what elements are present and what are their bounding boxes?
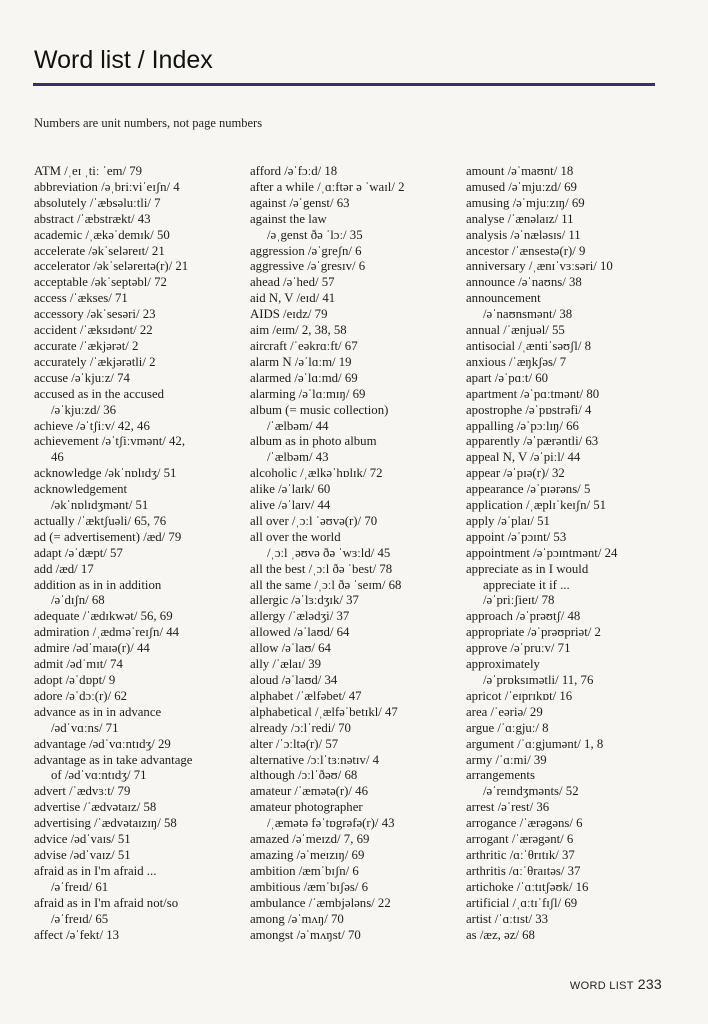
entry-line: argue /ˈɑːgjuː/ 8 [466, 720, 549, 735]
entry-line: although /ɔːlˈðəʊ/ 68 [250, 768, 358, 783]
entry-line: aggressive /əˈgresɪv/ 6 [250, 259, 366, 274]
entry-line: ATM /ˌeɪ ˌtiː ˈem/ 79 [34, 164, 143, 178]
entry-line: alphabetical /ˌælfəˈbetɪkl/ 47 [250, 704, 398, 719]
entry-line: /ˈælbəm/ 44 [267, 418, 329, 433]
entry-line: against the law [250, 211, 327, 226]
entry-line: accurate /ˈækjərət/ 2 [34, 338, 139, 353]
entry-line: apartment /əˈpɑːtmənt/ 80 [466, 386, 600, 401]
entry-line: adopt /əˈdɒpt/ 9 [34, 673, 116, 687]
entry-line: alive /əˈlaɪv/ 44 [250, 498, 331, 513]
entry-line: arrogant /ˈærəgənt/ 6 [466, 832, 574, 847]
footer-section-label: WORD LIST [569, 980, 634, 992]
entry-line: accuse /əˈkjuːz/ 74 [34, 370, 130, 385]
entry-line: amateur /ˈæmətə(r)/ 46 [250, 784, 368, 799]
entry-line: appoint /əˈpɔɪnt/ 53 [466, 529, 567, 544]
entry-line: amongst /əˈmʌŋst/ 70 [250, 927, 361, 942]
entry-line: achievement /əˈtʃiːvmənt/ 42, [34, 434, 186, 449]
entry-line: access /ˈækses/ 71 [34, 291, 128, 306]
entry-line: apostrophe /əˈpɒstrəfi/ 4 [466, 402, 592, 417]
entry-line: alike /əˈlaɪk/ 60 [250, 482, 331, 497]
entry-line: alarming /əˈlɑːmɪŋ/ 69 [250, 386, 366, 401]
entry-line: ahead /əˈhed/ 57 [250, 275, 335, 290]
entry-line: among /əˈmʌŋ/ 70 [250, 911, 344, 926]
entry-line: aid N, V /eɪd/ 41 [250, 291, 336, 306]
entry-line: admit /ədˈmɪt/ 74 [34, 657, 123, 672]
entry-line: advantage as in take advantage [34, 752, 193, 767]
entry-line: appear /əˈpɪə(r)/ 32 [466, 466, 565, 481]
entry-line: approximately [466, 657, 540, 672]
entry-line: allowed /əˈlaʊd/ 64 [250, 625, 350, 640]
entry-line: amused /əˈmjuːzd/ 69 [466, 179, 577, 194]
entry-line: ambulance /ˈæmbjələns/ 22 [250, 895, 391, 910]
entry-line: army /ˈɑːmi/ 39 [466, 752, 547, 767]
page-number: 233 [637, 976, 662, 992]
entry-line: appeal N, V /əˈpiːl/ 44 [466, 450, 581, 465]
entry-line: alter /ˈɔːltə(r)/ 57 [250, 736, 339, 751]
entry-line: adapt /əˈdæpt/ 57 [34, 545, 123, 560]
entry-line: AIDS /eɪdz/ 79 [250, 307, 328, 322]
entry-line: acknowledge /əkˈnɒlɪdʒ/ 51 [34, 466, 177, 481]
entry-line: amusing /əˈmjuːzɪŋ/ 69 [466, 195, 585, 210]
entry-line: anxious /ˈæŋkʃəs/ 7 [466, 354, 567, 369]
entry-line: ancestor /ˈænsestə(r)/ 9 [466, 243, 586, 258]
entry-line: against /əˈgenst/ 63 [250, 195, 350, 210]
entry-line: advance as in in advance [34, 704, 162, 719]
entry-line: acknowledgement [34, 482, 128, 497]
entry-line: absolutely /ˈæbsəluːtli/ 7 [34, 195, 161, 210]
entry-line: arthritic /ɑːˈθrɪtɪk/ 37 [466, 847, 575, 862]
entry-line: all the same /ˌɔːl ðə ˈseɪm/ 68 [250, 577, 402, 592]
entry-line: of /ədˈvɑːntɪdʒ/ 71 [51, 768, 147, 783]
entry-line: /ˌæmətə fəˈtɒgrəfə(r)/ 43 [267, 816, 395, 831]
entry-line: /əˌgenst ðə ˈlɔː/ 35 [267, 227, 363, 242]
entry-line: announcement [466, 291, 541, 306]
entry-line: artist /ˈɑːtɪst/ 33 [466, 911, 549, 926]
entry-line: album as in photo album [250, 434, 377, 449]
entry-line: advert /ˈædvɜːt/ 79 [34, 784, 131, 799]
entry-line: ambition /æmˈbɪʃn/ 6 [250, 863, 359, 878]
entry-line: approach /əˈprəʊtʃ/ 48 [466, 609, 581, 624]
entry-line: afraid as in I'm afraid not/so [34, 895, 179, 910]
entry-line: amateur photographer [250, 800, 363, 815]
entry-line: approve /əˈpruːv/ 71 [466, 641, 571, 656]
entry-line: adore /əˈdɔː(r)/ 62 [34, 688, 128, 703]
entry-line: area /ˈeəriə/ 29 [466, 704, 543, 719]
entry-line: achieve /əˈtʃiːv/ 42, 46 [34, 418, 150, 433]
word-list-column-2 [250, 164, 460, 943]
entry-line: aloud /əˈlaʊd/ 34 [250, 673, 338, 687]
entry-line: advertising /ˈædvətaɪzɪŋ/ 58 [34, 816, 177, 831]
entry-line: appropriate /əˈprəʊpriət/ 2 [466, 625, 601, 640]
entry-line: apply /əˈplaɪ/ 51 [466, 513, 550, 528]
entry-line: allow /əˈlaʊ/ 64 [250, 641, 331, 656]
entry-line: all over /ˌɔːl ˈəʊvə(r)/ 70 [250, 513, 378, 528]
entry-line: ad (= advertisement) /æd/ 79 [34, 529, 182, 544]
entry-line: allergic /əˈlɜːdʒɪk/ 37 [250, 593, 359, 608]
page-title: Word list / Index [34, 46, 213, 74]
entry-line: /əˈnaʊnsmənt/ 38 [483, 307, 573, 322]
entry-line: alcoholic /ˌælkəˈhɒlɪk/ 72 [250, 466, 383, 481]
entry-line: admire /ədˈmaɪə(r)/ 44 [34, 641, 150, 656]
entry-line: 46 [51, 450, 64, 465]
entry-line: alphabet /ˈælfəbet/ 47 [250, 688, 362, 703]
entry-line: aim /eɪm/ 2, 38, 58 [250, 323, 347, 338]
entry-line: as /æz, əz/ 68 [466, 927, 535, 942]
entry-line: amazed /əˈmeɪzd/ 7, 69 [250, 832, 370, 847]
entry-line: accessory /əkˈsesəri/ 23 [34, 307, 156, 322]
entry-line: advantage /ədˈvɑːntɪdʒ/ 29 [34, 736, 171, 751]
entry-line: abbreviation /əˌbriːviˈeɪʃn/ 4 [34, 179, 180, 194]
entry-line: accurately /ˈækjərətli/ 2 [34, 354, 156, 369]
entry-line: arrest /əˈrest/ 36 [466, 800, 550, 815]
entry-line: analysis /əˈnæləsɪs/ 11 [466, 227, 581, 242]
entry-line: application /ˌæplɪˈkeɪʃn/ 51 [466, 498, 607, 513]
entry-line: apart /əˈpɑːt/ 60 [466, 370, 549, 385]
entry-line: advice /ədˈvaɪs/ 51 [34, 832, 131, 847]
entry-line: announce /əˈnaʊns/ 38 [466, 275, 582, 290]
entry-line: alarm N /əˈlɑːm/ 19 [250, 354, 352, 369]
entry-line: accused as in the accused [34, 386, 165, 401]
entry-line: after a while /ˌɑːftər ə ˈwaɪl/ 2 [250, 179, 405, 194]
entry-line: allergy /ˈælədʒi/ 37 [250, 609, 350, 624]
entry-line: antisocial /ˌæntiˈsəʊʃl/ 8 [466, 338, 592, 353]
entry-line: accelerate /əkˈseləreɪt/ 21 [34, 243, 165, 258]
page-subtitle: Numbers are unit numbers, not page numbers [34, 116, 263, 130]
entry-line: abstract /ˈæbstrækt/ 43 [34, 211, 151, 226]
entry-line: admiration /ˌædməˈreɪʃn/ 44 [34, 625, 179, 640]
word-list-column-3 [466, 164, 681, 943]
entry-line: aggression /əˈgreʃn/ 6 [250, 243, 362, 258]
entry-line: appreciate it if ... [483, 577, 570, 592]
entry-line: anniversary /ˌænɪˈvɜːsəri/ 10 [466, 259, 613, 274]
entry-line: /əˈfreɪd/ 61 [51, 879, 109, 894]
entry-line: arrangements [466, 768, 535, 783]
entry-line: apricot /ˈeɪprɪkɒt/ 16 [466, 688, 573, 703]
entry-line: add /æd/ 17 [34, 561, 94, 576]
entry-line: artichoke /ˈɑːtɪtʃəʊk/ 16 [466, 879, 589, 894]
entry-line: appearance /əˈpɪərəns/ 5 [466, 482, 591, 497]
entry-line: already /ɔːlˈredi/ 70 [250, 720, 351, 735]
entry-line: alarmed /əˈlɑːmd/ 69 [250, 370, 358, 385]
entry-line: /əˈfreɪd/ 65 [51, 911, 109, 926]
entry-line: arrogance /ˈærəgəns/ 6 [466, 816, 583, 831]
entry-line: ally /ˈælaɪ/ 39 [250, 657, 322, 672]
entry-line: advertise /ˈædvətaɪz/ 58 [34, 800, 157, 815]
entry-line: accelerator /əkˈseləreɪtə(r)/ 21 [34, 259, 189, 274]
entry-line: annual /ˈænjuəl/ 55 [466, 323, 565, 338]
entry-line: analyse /ˈænəlaɪz/ 11 [466, 211, 574, 226]
entry-line: /əkˈnɒlɪdʒmənt/ 51 [51, 498, 149, 513]
entry-line: /əˈreɪndʒmənts/ 52 [483, 784, 579, 799]
entry-line: acceptable /əkˈseptəbl/ 72 [34, 275, 167, 290]
entry-line: apparently /əˈpærəntli/ 63 [466, 434, 599, 449]
entry-line: ambitious /æmˈbɪʃəs/ 6 [250, 879, 369, 894]
entry-line: advise /ədˈvaɪz/ 51 [34, 847, 131, 862]
entry-line: /ˈælbəm/ 43 [267, 450, 329, 465]
page-footer [570, 976, 662, 992]
entry-line: actually /ˈæktʃuəli/ 65, 76 [34, 513, 167, 528]
entry-line: affect /əˈfekt/ 13 [34, 927, 120, 942]
entry-line: all over the world [250, 529, 341, 544]
entry-line: alternative /ɔːlˈtɜːnətɪv/ 4 [250, 752, 380, 767]
word-list-column-1 [34, 164, 244, 943]
entry-line: arthritis /ɑːˈθraɪtəs/ 37 [466, 863, 581, 878]
entry-line: accident /ˈæksɪdənt/ 22 [34, 323, 153, 338]
entry-line: academic /ˌækəˈdemɪk/ 50 [34, 227, 170, 242]
entry-line: /ˌɔːl ˌəʊvə ðə ˈwɜːld/ 45 [267, 545, 391, 560]
entry-line: /ədˈvɑːns/ 71 [51, 720, 119, 735]
entry-line: amount /əˈmaʊnt/ 18 [466, 164, 574, 178]
entry-line: adequate /ˈædɪkwət/ 56, 69 [34, 609, 173, 624]
title-divider [33, 83, 655, 86]
entry-line: artificial /ˌɑːtɪˈfɪʃl/ 69 [466, 895, 578, 910]
entry-line: all the best /ˌɔːl ðə ˈbest/ 78 [250, 561, 393, 576]
entry-line: afraid as in I'm afraid ... [34, 863, 157, 878]
entry-line: /əˈkjuːzd/ 36 [51, 402, 117, 417]
entry-line: afford /əˈfɔːd/ 18 [250, 164, 338, 178]
entry-line: amazing /əˈmeɪzɪŋ/ 69 [250, 847, 365, 862]
entry-line: appalling /əˈpɔːlɪŋ/ 66 [466, 418, 579, 433]
entry-line: argument /ˈɑːgjumənt/ 1, 8 [466, 736, 604, 751]
entry-line: addition as in in addition [34, 577, 162, 592]
entry-line: /əˈdɪʃn/ 68 [51, 593, 105, 608]
entry-line: appreciate as in I would [466, 561, 589, 576]
entry-line: /əˈpriːʃieɪt/ 78 [483, 593, 555, 608]
entry-line: /əˈprɒksɪmətli/ 11, 76 [483, 673, 594, 687]
entry-line: aircraft /ˈeəkrɑːft/ 67 [250, 338, 358, 353]
entry-line: appointment /əˈpɔɪntmənt/ 24 [466, 545, 618, 560]
entry-line: album (= music collection) [250, 402, 389, 417]
